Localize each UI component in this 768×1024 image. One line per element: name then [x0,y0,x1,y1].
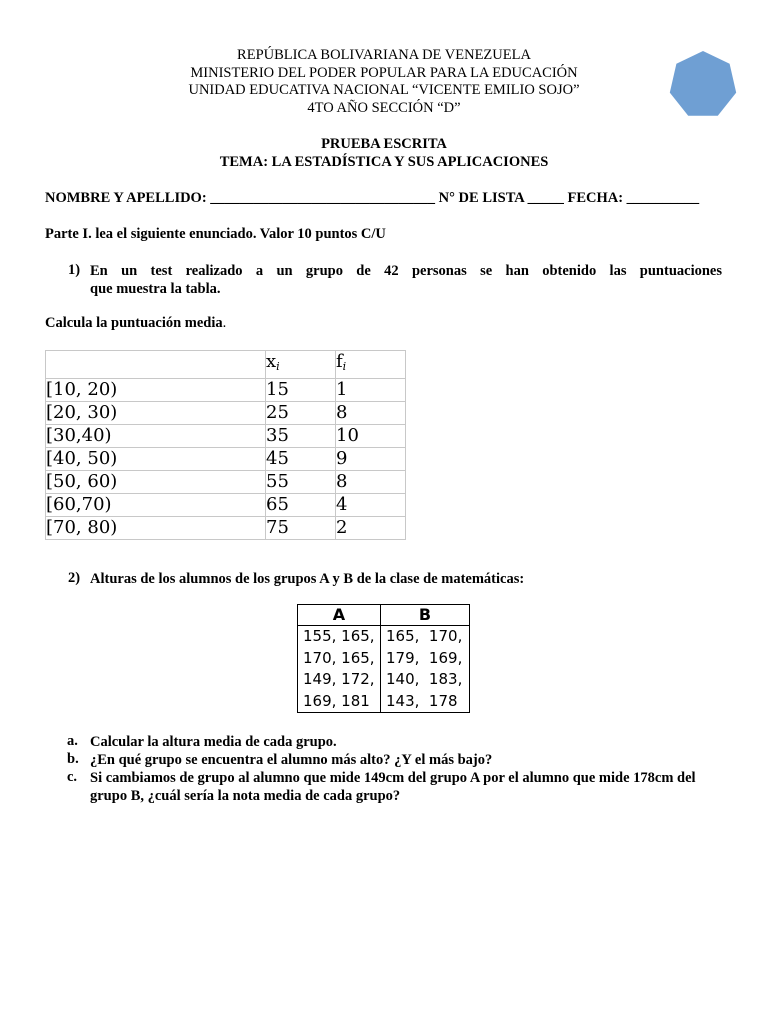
header-x-subscript: i [276,360,280,373]
table-row [46,494,406,517]
interval-cell: [40, 50) [46,448,266,471]
table-row [46,471,406,494]
interval-cell: [30,40) [46,425,266,448]
part1-heading: Parte I. lea el siguiente enunciado. Valor 10 puntos C/U [45,226,386,242]
x-cell: 15 [266,379,336,402]
f-cell: 1 [336,379,406,402]
f-cell: 8 [336,471,406,494]
heights-table-header [298,605,470,626]
item-a-text: Calcular la altura media de cada grupo. [90,734,337,750]
group-b-cell: 140, 183, [381,669,470,691]
frequency-table [45,350,406,540]
x-cell: 55 [266,471,336,494]
q2-number: 2) [68,570,81,586]
group-b-cell: 179, 169, [381,648,470,670]
item-b-text: ¿En qué grupo se encuentra el alumno más alto? ¿Y el más bajo? [90,752,493,768]
header-cell-x [266,351,336,379]
q2-text: Alturas de los alumnos de los grupos A y B de la clase de matemáticas: [90,571,525,587]
table-row [46,448,406,471]
x-cell: 25 [266,402,336,425]
x-cell: 75 [266,517,336,540]
table-row [46,379,406,402]
interval-cell: [60,70) [46,494,266,517]
header-cell-interval [46,351,266,379]
header-f-subscript: i [342,360,347,373]
interval-cell: [10, 20) [46,379,266,402]
group-b-header: B [381,605,470,626]
interval-cell: [70, 80) [46,517,266,540]
group-b-cell: 143, 178 [381,691,470,713]
header-x-label: x [266,351,277,372]
group-a-header: A [298,605,381,626]
table-row [298,648,470,670]
interval-cell: [20, 30) [46,402,266,425]
test-title-block [0,136,768,171]
header-cell-f [336,351,406,379]
header-line-ministry: MINISTERIO DEL PODER POPULAR PARA LA EDUCACIÓN [190,64,578,81]
q1-number: 1) [68,262,81,278]
q1-text-line1: En un test realizado a un grupo de 42 personas se han obtenido las puntuaciones [90,263,722,279]
interval-cell: [50, 60) [46,471,266,494]
q1-text-line2: que muestra la tabla. [90,281,221,297]
table-row [46,425,406,448]
x-cell: 35 [266,425,336,448]
group-b-cell: 165, 170, [381,626,470,648]
group-a-cell: 169, 181 [298,691,381,713]
q1-instruction-text: Calcula la puntuación media [45,315,223,331]
table-row [298,626,470,648]
q1-instruction [45,315,226,332]
test-topic: TEMA: LA ESTADÍSTICA Y SUS APLICACIONES [219,153,549,170]
school-header [0,47,768,117]
table-row [298,669,470,691]
heights-table [297,604,470,713]
f-cell: 9 [336,448,406,471]
heptagon-shape [670,51,736,116]
x-cell: 65 [266,494,336,517]
table-row [298,691,470,713]
header-line-republic: REPÚBLICA BOLIVARIANA DE VENEZUELA [237,47,531,63]
item-c-text: Si cambiamos de grupo al alumno que mide 149cm del grupo A por el alumno que mide 178cm del grupo B, ¿cuál sería la nota media de cada grupo? [90,770,696,804]
frequency-table-header [46,351,406,379]
f-cell: 8 [336,402,406,425]
item-a-letter: a. [67,733,78,749]
header-f-label: f [336,351,343,372]
group-a-cell: 170, 165, [298,648,381,670]
table-row [46,402,406,425]
header-line-school: UNIDAD EDUCATIVA NACIONAL “VICENTE EMILIO SOJO” [188,82,580,98]
group-a-cell: 149, 172, [298,669,381,691]
f-cell: 10 [336,425,406,448]
group-a-cell: 155, 165, [298,626,381,648]
f-cell: 4 [336,494,406,517]
f-cell: 2 [336,517,406,540]
item-c-letter: c. [67,769,78,785]
student-info-line: NOMBRE Y APELLIDO: _______________________________ N° DE LISTA _____ FECHA: __________ [45,190,700,206]
heptagon-icon [669,46,737,121]
table-row [46,517,406,540]
q1-text [90,262,722,298]
item-b-letter: b. [67,751,79,767]
q1-instruction-end: . [222,315,227,331]
test-title: PRUEBA ESCRITA [321,136,447,152]
x-cell: 45 [266,448,336,471]
header-line-section: 4TO AÑO SECCIÓN “D” [307,99,461,116]
